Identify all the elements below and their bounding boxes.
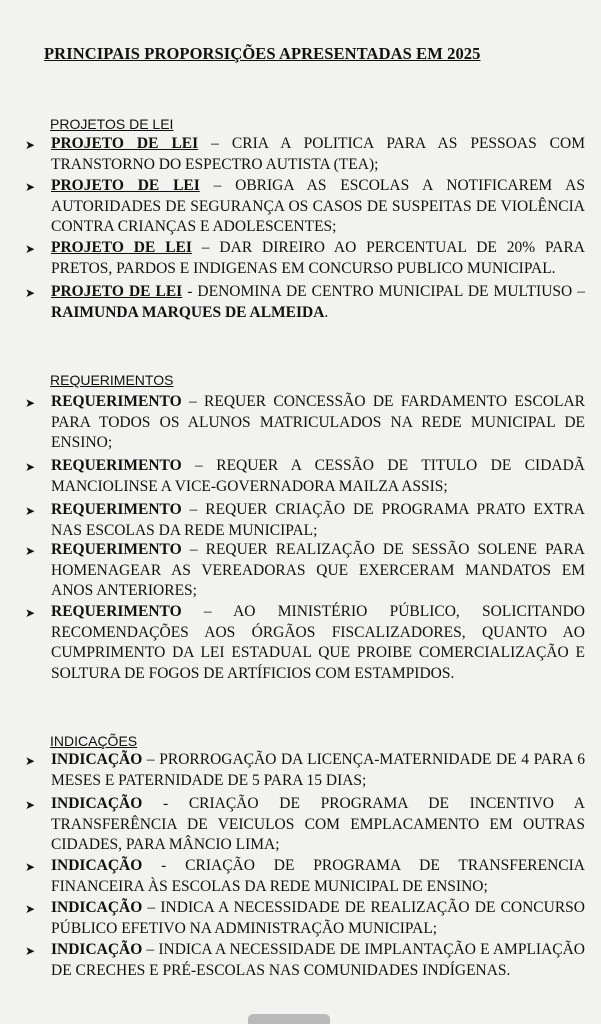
- item-tail: .: [324, 303, 329, 321]
- item-text: [51, 750, 585, 791]
- arrowhead-bullet-icon: ➤: [25, 754, 36, 768]
- item-body: – REQUER A CESSÃO DE TITULO DE CIDADÃ MANCIOLINSE A VICE-GOVERNADORA MAILZA ASSIS;: [51, 457, 585, 495]
- item-label: INDICAÇÃO: [51, 899, 143, 916]
- item-text: [51, 134, 585, 175]
- item-body: – CRIA A POLITICA PARA AS PESSOAS COM TRANSTORNO DO ESPECTRO AUTISTA (TEA);: [51, 135, 585, 173]
- item-label: PROJETO DE LEI: [51, 239, 192, 256]
- item-body: – PRORROGAÇÃO DA LICENÇA-MATERNIDADE DE 4 PARA 6 MESES E PATERNIDADE DE 5 PARA 15 DIAS;: [51, 751, 585, 789]
- arrowhead-bullet-icon: ➤: [25, 180, 36, 194]
- item-text: [51, 456, 585, 497]
- page-title: PRINCIPAIS PROPORSIÇÕES APRESENTADAS EM 2025: [44, 44, 481, 63]
- section-heading-indicacoes: INDICAÇÕES: [50, 733, 138, 749]
- item-body: – AO MINISTÉRIO PÚBLICO, SOLICITANDO RECOMENDAÇÕES AOS ÓRGÃOS FISCALIZADORES, QUANTO AO CUMPRIMENTO DA LEI ESTADUAL QUE PROIBE COMERCIALIZAÇÃO E SOLTURA DE FOGOS DE ARTÍFICIOS COM ESTAMPIDOS.: [51, 603, 585, 682]
- item-text: [51, 392, 585, 454]
- arrowhead-bullet-icon: ➤: [25, 504, 36, 518]
- arrowhead-bullet-icon: ➤: [25, 902, 36, 916]
- item-body: – DAR DIREIRO AO PERCENTUAL DE 20% PARA PRETOS, PARDOS E INDIGENAS EM CONCURSO PUBLICO MUNICIPAL.: [51, 239, 585, 277]
- item-text: [51, 540, 585, 602]
- item-label: REQUERIMENTO: [51, 501, 182, 518]
- item-text: [51, 856, 585, 897]
- arrowhead-bullet-icon: ➤: [25, 242, 36, 256]
- arrowhead-bullet-icon: ➤: [25, 544, 36, 558]
- item-body: – REQUER REALIZAÇÃO DE SESSÃO SOLENE PARA HOMENAGEAR AS VEREADORAS QUE EXERCERAM MANDATOS EM ANOS ANTERIORES;: [51, 541, 585, 599]
- arrowhead-bullet-icon: ➤: [25, 606, 36, 620]
- item-body: - CRIAÇÃO DE PROGRAMA DE INCENTIVO A TRANSFERÊNCIA DE VEICULOS COM EMPLACAMENTO EM OUTRAS CIDADES, PARA MÂNCIO LIMA;: [51, 795, 585, 853]
- item-text: [51, 940, 585, 981]
- section-heading-requerimentos: REQUERIMENTOS: [50, 372, 174, 388]
- arrowhead-bullet-icon: ➤: [25, 798, 36, 812]
- item-text: [51, 794, 585, 856]
- item-label: REQUERIMENTO: [51, 393, 182, 410]
- item-text: [51, 602, 585, 684]
- section-heading-projetos: PROJETOS DE LEI: [50, 116, 174, 132]
- item-label: INDICAÇÃO: [51, 795, 143, 812]
- item-text: [51, 500, 585, 541]
- arrowhead-bullet-icon: ➤: [25, 286, 36, 300]
- item-text: [51, 282, 585, 323]
- item-label: REQUERIMENTO: [51, 457, 182, 474]
- item-body: - CRIAÇÃO DE PROGRAMA DE TRANSFERENCIA FINANCEIRA ÀS ESCOLAS DA REDE MUNICIPAL DE ENSINO;: [51, 857, 585, 895]
- arrowhead-bullet-icon: ➤: [25, 396, 36, 410]
- arrowhead-bullet-icon: ➤: [25, 460, 36, 474]
- item-body: – REQUER CRIAÇÃO DE PROGRAMA PRATO EXTRA NAS ESCOLAS DA REDE MUNICIPAL;: [51, 501, 585, 539]
- item-label: REQUERIMENTO: [51, 603, 182, 620]
- item-label: PROJETO DE LEI: [51, 283, 183, 300]
- item-label: INDICAÇÃO: [51, 941, 143, 958]
- item-strong-name: RAIMUNDA MARQUES DE ALMEIDA: [51, 303, 325, 321]
- item-label: INDICAÇÃO: [51, 857, 143, 874]
- item-text: [51, 898, 585, 939]
- item-label: PROJETO DE LEI: [51, 135, 199, 152]
- item-label: REQUERIMENTO: [51, 541, 182, 558]
- item-text: [51, 176, 585, 238]
- arrowhead-bullet-icon: ➤: [25, 138, 36, 152]
- item-label: INDICAÇÃO: [51, 751, 143, 768]
- item-label: PROJETO DE LEI: [51, 177, 200, 194]
- item-text: [51, 238, 585, 279]
- home-indicator-bar[interactable]: [248, 1014, 330, 1024]
- item-body: – OBRIGA AS ESCOLAS A NOTIFICAREM AS AUTORIDADES DE SEGURANÇA OS CASOS DE SUSPEITAS DE VIOLÊNCIA CONTRA CRIANÇAS E ADOLESCENTES;: [51, 177, 585, 235]
- item-body: – REQUER CONCESSÃO DE FARDAMENTO ESCOLAR PARA TODOS OS ALUNOS MATRICULADOS NA REDE MUNICIPAL DE ENSINO;: [51, 393, 585, 451]
- arrowhead-bullet-icon: ➤: [25, 944, 36, 958]
- item-body: – INDICA A NECESSIDADE DE IMPLANTAÇÃO E AMPLIAÇÃO DE CRECHES E PRÉ-ESCOLAS NAS COMUNIDADES INDÍGENAS.: [51, 941, 585, 979]
- item-body: - DENOMINA DE CENTRO MUNICIPAL DE MULTIUSO –: [182, 283, 585, 300]
- arrowhead-bullet-icon: ➤: [25, 860, 36, 874]
- item-body: – INDICA A NECESSIDADE DE REALIZAÇÃO DE CONCURSO PÚBLICO EFETIVO NA ADMINISTRAÇÃO MUNICIPAL;: [51, 899, 585, 937]
